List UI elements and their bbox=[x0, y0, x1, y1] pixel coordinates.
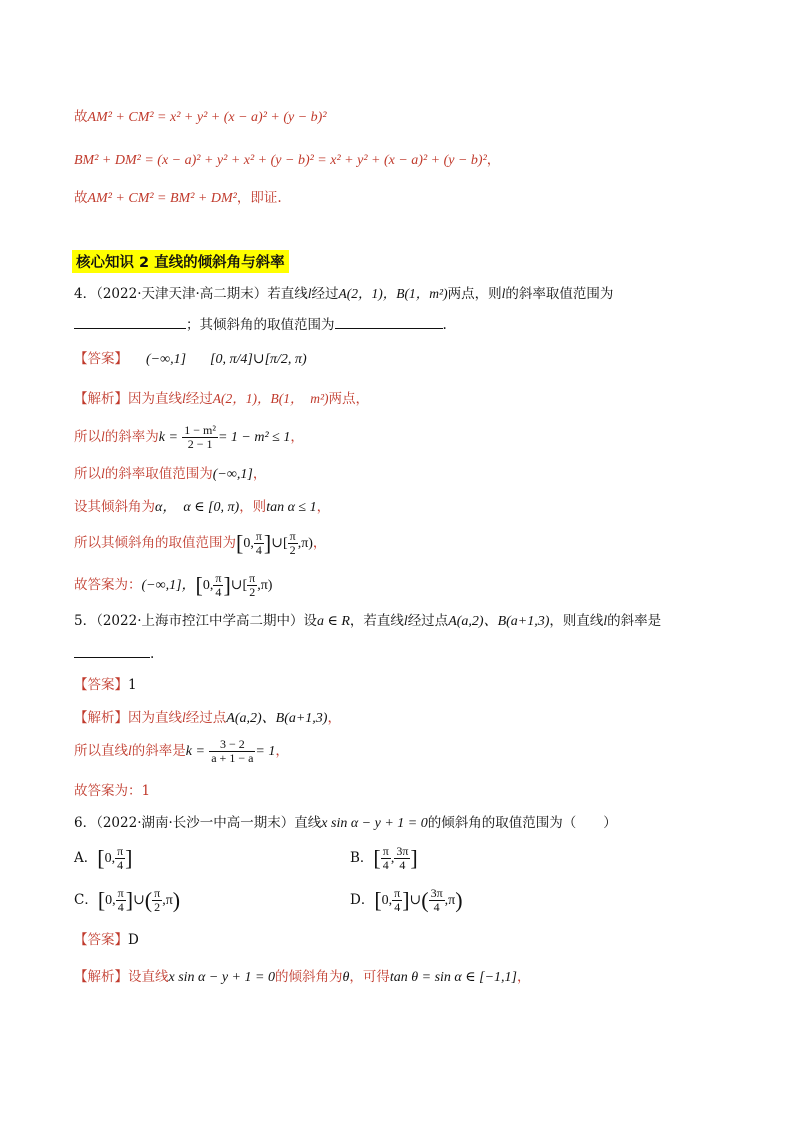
analysis-label: 【解析】 bbox=[74, 391, 128, 407]
q4-analysis-5: 所以其倾斜角的取值范围为[0, $\frac{\pi}{4}$ ]∪[ $\frac{\pi}{2}$ ,π)， bbox=[74, 529, 327, 557]
analysis-text: 经过 bbox=[185, 391, 213, 407]
fraction bbox=[209, 738, 255, 765]
q4-text: ；其倾斜角的取值范围为 bbox=[186, 317, 335, 333]
q4-text: 4．（2022·天津天津·高二期末）若直线 bbox=[74, 286, 308, 302]
analysis-text: 的斜率为 bbox=[104, 429, 159, 445]
q5-math: A(a,2)、B(a+1,3) bbox=[448, 614, 550, 629]
line-var: l bbox=[101, 429, 105, 444]
analysis-text: ， bbox=[275, 743, 289, 759]
bracket: [ bbox=[236, 530, 244, 556]
analysis-text: ，则 bbox=[239, 499, 267, 515]
analysis-label: 【解析】 bbox=[74, 969, 128, 985]
bracket: ( bbox=[421, 887, 429, 913]
bracket: ] bbox=[410, 845, 418, 871]
analysis-math: θ bbox=[342, 970, 350, 985]
proof-line-3 bbox=[74, 189, 282, 208]
proof-text: ，即证. bbox=[236, 190, 282, 206]
analysis-text: ， bbox=[316, 499, 331, 515]
analysis-text: 设直线 bbox=[128, 969, 169, 985]
section-title: 核心知识 2 直线的倾斜角与斜率 bbox=[72, 250, 289, 273]
numerator: 3 − 2 bbox=[209, 738, 255, 752]
line-var: l bbox=[128, 743, 132, 758]
analysis-math: tan α ≤ 1 bbox=[266, 500, 317, 515]
bracket: ] bbox=[223, 572, 231, 598]
q6-math: x sin α − y + 1 = 0 bbox=[321, 816, 428, 831]
q4-text: . bbox=[442, 317, 447, 333]
q5-analysis-1 bbox=[74, 709, 341, 728]
answer-blank[interactable] bbox=[335, 316, 443, 329]
bracket: [ bbox=[97, 845, 105, 871]
analysis-text: 故答案为：1 bbox=[74, 783, 151, 799]
q5-text: . bbox=[150, 646, 155, 662]
option-d[interactable]: D．[0, $\frac{\pi}{4}$ ]∪( $\frac{3\pi}{4}$ ,π) bbox=[350, 886, 463, 914]
analysis-text: ，可得 bbox=[349, 969, 390, 985]
option-b[interactable]: B．[ $\frac{\pi}{4}$ , $\frac{3\pi}{4}$ ] bbox=[350, 844, 418, 872]
analysis-math: A(2，1)，B(1， m²) bbox=[212, 391, 329, 406]
q6-analysis-1 bbox=[74, 968, 530, 987]
bracket: [ bbox=[374, 887, 382, 913]
bracket: [ bbox=[195, 572, 203, 598]
line-var: l bbox=[101, 466, 105, 481]
bracket: ] bbox=[402, 887, 410, 913]
fraction: $\frac{\pi}{4}$ bbox=[394, 886, 401, 914]
answer-label: 【答案】 bbox=[74, 677, 128, 693]
q4-text: 两点，则 bbox=[447, 286, 502, 302]
q4-stem-line-2 bbox=[74, 316, 447, 334]
q4-points: A(2，1)，B(1，m²) bbox=[338, 286, 448, 301]
q4-analysis-3 bbox=[74, 465, 266, 484]
analysis-text: 所以 bbox=[74, 466, 101, 482]
q5-text: ，若直线 bbox=[349, 613, 404, 629]
fraction bbox=[182, 424, 218, 451]
proof-text: 故 bbox=[74, 190, 88, 206]
option-label: D． bbox=[350, 892, 375, 908]
denominator: 2 − 1 bbox=[187, 437, 213, 451]
q4-text: 的斜率取值范围为 bbox=[505, 286, 614, 302]
analysis-math: = 1 − m² ≤ 1 bbox=[217, 430, 291, 445]
q6-text: 的倾斜角的取值范围为（ ） bbox=[427, 815, 617, 831]
fraction: $\frac{\pi}{2}$ bbox=[154, 886, 161, 914]
analysis-text: 两点， bbox=[328, 391, 370, 407]
line-var: l bbox=[603, 613, 608, 628]
fraction: $\frac{\pi}{4}$ bbox=[215, 571, 222, 599]
analysis-math: x sin α − y + 1 = 0 bbox=[168, 970, 275, 985]
analysis-text: ， bbox=[327, 710, 341, 726]
analysis-text: 所以其倾斜角的取值范围为 bbox=[74, 535, 236, 551]
proof-equation: BM² + DM² = (x − a)² + y² + x² + (y − b)² = x² + y² + (x − a)² + (y − b)² bbox=[74, 153, 487, 168]
answer-value: (−∞,1] bbox=[146, 352, 187, 367]
q4-analysis-1 bbox=[74, 390, 369, 408]
q5-stem-line-2 bbox=[74, 645, 154, 663]
analysis-text: ， bbox=[290, 429, 304, 445]
answer-label: 【答案】 bbox=[74, 932, 128, 948]
q4-stem-line-1 bbox=[74, 285, 613, 303]
q5-analysis-3 bbox=[74, 782, 150, 800]
line-var: l bbox=[307, 286, 312, 301]
fraction: $\frac{\pi}{4}$ bbox=[117, 886, 124, 914]
proof-text: ， bbox=[486, 152, 501, 168]
line-var: l bbox=[501, 286, 506, 301]
q6-answer bbox=[74, 931, 139, 949]
analysis-math: (−∞,1] bbox=[212, 467, 253, 482]
line-var: l bbox=[182, 710, 186, 725]
line-var: l bbox=[182, 391, 186, 406]
q6-text: 6．（2022·湖南·长沙一中高一期末）直线 bbox=[74, 815, 322, 831]
analysis-text: ， bbox=[252, 466, 267, 482]
fraction: $\frac{3\pi}{4}$ bbox=[430, 886, 443, 914]
q5-text: 经过点 bbox=[407, 613, 449, 629]
q4-answer bbox=[74, 350, 307, 369]
q6-stem bbox=[74, 814, 617, 833]
analysis-text: 的斜率是 bbox=[131, 743, 186, 759]
answer-value: D bbox=[128, 932, 139, 948]
answer-value: 1 bbox=[128, 677, 137, 693]
analysis-text: 经过点 bbox=[185, 710, 227, 726]
fraction: $\frac{\pi}{2}$ bbox=[249, 571, 256, 599]
analysis-text: ， bbox=[516, 969, 531, 985]
q5-text: 的斜率是 bbox=[607, 613, 662, 629]
fraction: $\frac{3\pi}{4}$ bbox=[396, 844, 409, 872]
q5-math: a ∈ R bbox=[317, 614, 350, 629]
analysis-text: 因为直线 bbox=[128, 391, 182, 407]
bracket: ] bbox=[263, 530, 272, 556]
q5-stem-line-1 bbox=[74, 612, 661, 631]
analysis-text: 的斜率取值范围为 bbox=[104, 466, 213, 482]
answer-blank[interactable] bbox=[74, 316, 186, 329]
bracket: ) bbox=[172, 887, 181, 913]
fraction: $\frac{\pi}{4}$ bbox=[117, 844, 124, 872]
denominator: a + 1 − a bbox=[211, 751, 254, 765]
analysis-text: 所以直线 bbox=[74, 743, 128, 759]
q4-analysis-2 bbox=[74, 424, 304, 454]
analysis-label: 【解析】 bbox=[74, 710, 128, 726]
fraction: $\frac{\pi}{4}$ bbox=[255, 529, 262, 557]
q4-text: 经过 bbox=[311, 286, 339, 302]
answer-value: [0, π/4]∪[π/2, π) bbox=[210, 352, 307, 367]
answer-blank[interactable] bbox=[74, 645, 150, 658]
proof-line-1 bbox=[74, 108, 327, 127]
q4-analysis-4 bbox=[74, 498, 330, 517]
option-label: C． bbox=[74, 892, 98, 908]
analysis-math: α， α ∈ [0, π) bbox=[155, 500, 240, 515]
analysis-text: 因为直线 bbox=[128, 710, 182, 726]
bracket: ( bbox=[144, 887, 153, 913]
bracket: ] bbox=[125, 845, 133, 871]
line-var: l bbox=[403, 613, 408, 628]
analysis-math: tan θ = sin α ∈ [−1,1] bbox=[389, 970, 517, 985]
analysis-math: k = bbox=[185, 744, 205, 759]
q4-analysis-6: 故答案为：(−∞,1]，[0, $\frac{\pi}{4}$ ]∪[ $\frac{\pi}{2}$ ,π) bbox=[74, 571, 273, 599]
analysis-math: (−∞,1]， bbox=[141, 578, 196, 593]
q5-text: 5．（2022·上海市控江中学高二期中）设 bbox=[74, 613, 317, 629]
analysis-math: A(a,2)、B(a+1,3) bbox=[226, 711, 328, 726]
proof-line-2 bbox=[74, 151, 500, 170]
option-c[interactable]: C．[0, $\frac{\pi}{4}$ ]∪( $\frac{\pi}{2}$ ,π) bbox=[74, 886, 181, 914]
q5-text: ，则直线 bbox=[549, 613, 604, 629]
analysis-text: ， bbox=[312, 535, 327, 551]
answer-label: 【答案】 bbox=[74, 351, 128, 367]
q5-answer bbox=[74, 676, 137, 694]
proof-text: 故 bbox=[74, 109, 88, 125]
option-label: B． bbox=[350, 850, 374, 866]
analysis-math: = 1 bbox=[255, 744, 276, 759]
proof-equation: AM² + CM² = BM² + DM² bbox=[87, 191, 237, 206]
q5-analysis-2 bbox=[74, 738, 289, 770]
bracket: [ bbox=[373, 845, 381, 871]
fraction: $\frac{\pi}{4}$ bbox=[382, 844, 389, 872]
option-label: A． bbox=[74, 850, 98, 866]
proof-equation: AM² + CM² = x² + y² + (x − a)² + (y − b)² bbox=[87, 110, 327, 125]
analysis-text: 所以 bbox=[74, 429, 101, 445]
bracket: [ bbox=[97, 887, 106, 913]
analysis-text: 故答案为： bbox=[74, 577, 142, 593]
analysis-text: 设其倾斜角为 bbox=[74, 499, 155, 515]
bracket: ] bbox=[125, 887, 134, 913]
bracket: ) bbox=[455, 887, 463, 913]
analysis-math: k = bbox=[158, 430, 178, 445]
option-a[interactable]: A．[0, $\frac{\pi}{4}$ ] bbox=[74, 844, 133, 872]
fraction: $\frac{\pi}{2}$ bbox=[289, 529, 296, 557]
numerator: 1 − m² bbox=[184, 423, 216, 437]
analysis-text: 的倾斜角为 bbox=[274, 969, 343, 985]
